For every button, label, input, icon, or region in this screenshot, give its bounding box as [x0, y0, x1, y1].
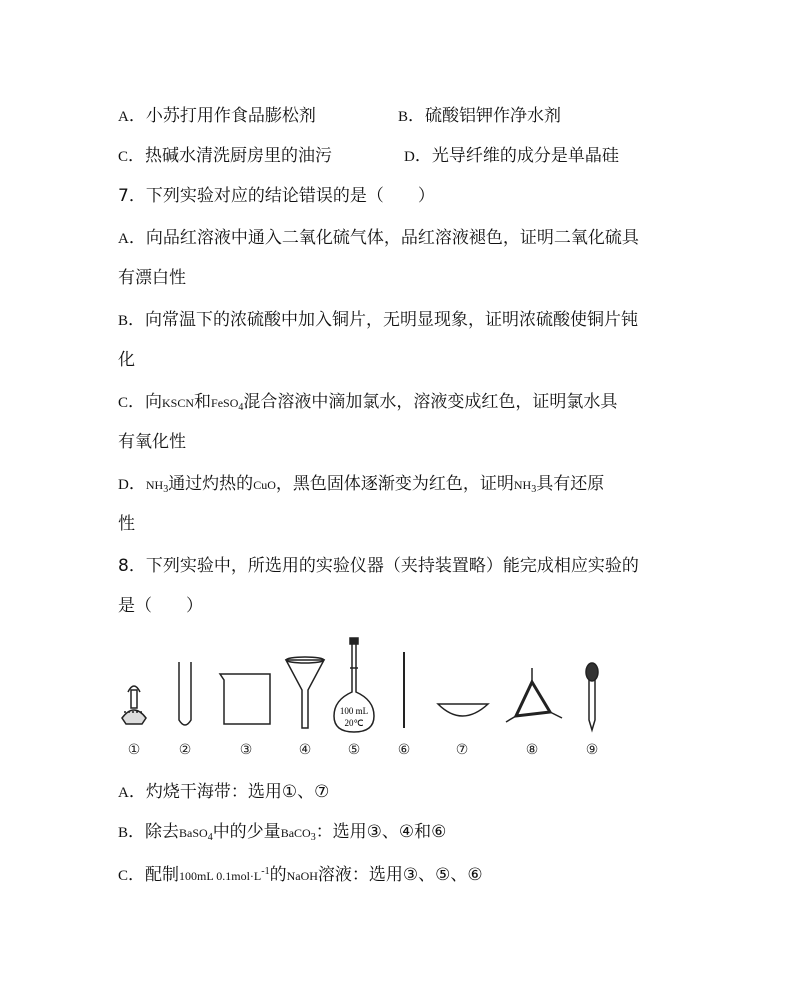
formula-cuo: CuO: [253, 478, 276, 492]
q7-option-b-line2: 化: [118, 350, 135, 370]
option-text: ．光导纤维的成分是单晶硅: [414, 146, 619, 166]
option-letter: C: [118, 868, 129, 884]
option-text: 溶液：选用③、⑤、⑥: [317, 865, 483, 885]
formula-baso4: BaSO$_4$: [179, 826, 213, 843]
option-letter: B: [398, 109, 409, 125]
q7-option-a-line1: [118, 226, 639, 251]
apparatus-label: ⑧: [525, 742, 539, 758]
option-letter: C: [118, 395, 129, 411]
option-letter: B: [118, 825, 129, 841]
dropper-icon: [586, 663, 598, 730]
q7-option-a-line2: 有漂白性: [118, 268, 186, 288]
option-text: ．向: [128, 392, 163, 412]
option-letter: B: [118, 313, 129, 329]
q6-option-c: [118, 144, 332, 169]
formula-baco3: BaCO$_3$: [280, 826, 316, 843]
clay-triangle-icon: [506, 668, 562, 722]
q6-option-a: [118, 104, 316, 129]
q8-option-b: [118, 820, 446, 850]
option-text: ．配制: [128, 865, 180, 885]
q8-stem-line2: 是（ ）: [118, 596, 203, 616]
apparatus-label: ⑦: [455, 742, 469, 758]
option-text: 具有还原: [536, 474, 605, 494]
q7-stem: 7．下列实验对应的结论错误的是（ ）: [118, 186, 435, 206]
test-tube-icon: [179, 662, 191, 725]
q8-option-a: [118, 780, 329, 805]
q7-option-c-line2: 有氧化性: [118, 432, 186, 452]
option-text: 和: [194, 392, 212, 412]
formula-kscn: KSCN: [162, 396, 195, 410]
apparatus-label: ⑨: [585, 742, 599, 758]
option-letter: A: [118, 109, 129, 125]
option-text: ．灼烧干海带：选用①、⑦: [128, 782, 330, 802]
option-text: ．: [128, 474, 146, 494]
option-text: ，黑色固体逐渐变为红色，证明: [275, 474, 514, 494]
q8-option-c: [118, 860, 483, 888]
flask-temp-label: 20℃: [344, 718, 364, 728]
option-text: 混合溶液中滴加氯水，溶液变成红色，证明氯水具: [243, 392, 618, 412]
apparatus-label: ④: [298, 742, 312, 758]
formula-concentration: 100mL $0.1mol\cdot L^{-1}$: [179, 866, 270, 883]
apparatus-figure: [112, 632, 612, 766]
formula-nh3: $NH_3$: [513, 478, 537, 495]
option-text: ．硫酸铝钾作净水剂: [408, 106, 562, 126]
apparatus-label: ①: [127, 742, 141, 758]
option-text: ：选用③、④和⑥: [315, 822, 447, 842]
evaporating-dish-icon: [438, 704, 488, 716]
apparatus-label: ②: [178, 742, 192, 758]
q7-option-b-line1: [118, 308, 638, 333]
q7-option-d-line1: [118, 472, 604, 502]
apparatus-label: ⑥: [397, 742, 411, 758]
option-letter: D: [118, 477, 129, 493]
option-text: 的: [269, 865, 287, 885]
apparatus-label: ⑤: [347, 742, 361, 758]
option-letter: A: [118, 231, 129, 247]
option-letter: A: [118, 785, 129, 801]
option-text: ．向品红溶液中通入二氧化硫气体，品红溶液褪色，证明二氧化硫具: [128, 228, 639, 248]
option-text: ．除去: [128, 822, 180, 842]
formula-nh3: $NH_3$: [145, 478, 169, 495]
option-text: 中的少量: [212, 822, 281, 842]
option-text: ．小苏打用作食品膨松剂: [128, 106, 316, 126]
option-text: ．向常温下的浓硫酸中加入铜片，无明显现象，证明浓硫酸使铜片钝: [128, 310, 639, 330]
option-letter: D: [404, 149, 415, 165]
formula-feso4: FeSO$_4$: [211, 396, 244, 413]
q7-option-d-line2: 性: [118, 514, 135, 534]
q7-option-c-line1: [118, 390, 617, 420]
alcohol-lamp-icon: [122, 686, 146, 724]
funnel-icon: [286, 657, 324, 728]
formula-naoh: NaOH: [286, 869, 318, 883]
beaker-icon: [220, 674, 270, 724]
option-text: 通过灼热的: [168, 474, 254, 494]
option-text: ．热碱水清洗厨房里的油污: [128, 146, 333, 166]
apparatus-label: ③: [239, 742, 253, 758]
q8-stem-line1: 8．下列实验中，所选用的实验仪器（夹持装置略）能完成相应实验的: [118, 556, 639, 576]
flask-volume-label: 100 mL: [339, 706, 369, 716]
option-letter: C: [118, 149, 129, 165]
q6-option-b: [398, 104, 561, 129]
q6-option-d: [404, 144, 619, 169]
